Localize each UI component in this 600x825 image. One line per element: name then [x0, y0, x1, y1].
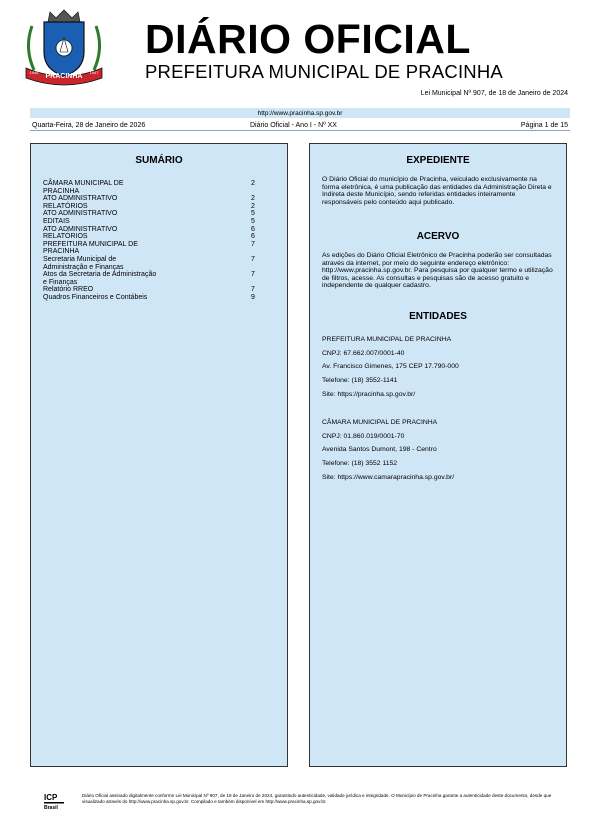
summary-item-page: 6 — [251, 225, 255, 233]
coat-of-arms-icon — [20, 8, 108, 88]
icp-brasil-logo-icon — [42, 792, 66, 812]
summary-item[interactable] — [43, 210, 261, 218]
summary-item[interactable] — [43, 271, 261, 286]
summary-item[interactable] — [43, 180, 261, 195]
summary-item-label: Relatório RREO — [43, 286, 94, 294]
footer-disclaimer: Diário Oficial assinado digitalmente conforme Lei Municipal Nº 907, de 18 de Janeiro de 2024, garantindo autenticidade, validade jurídica e integridade. O Município de Pracinha garante a autenticidade deste documento, desde que visualizado através do http://www.pracinha.sp.gov.br. Compilado e também disponível em http://www.pracinha.sp.gov.br. — [82, 793, 552, 804]
summary-item[interactable] — [43, 218, 261, 226]
summary-item-page: 5 — [251, 217, 255, 225]
page-number: Página 1 de 15 — [520, 122, 568, 129]
summary-item-label: Secretaria Municipal de Administração e Finanças — [43, 255, 124, 271]
expediente-text: O Diário Oficial do município de Pracinha, veiculado exclusivamente na forma eletrônica, é uma publicação das entidades da Administração Direta e Indireta deste Município, sendo referidas entidades inteiramente responsáveis pelo conteúdo aqui publicado. — [322, 176, 552, 206]
summary-item-page: 2 — [251, 195, 255, 203]
prefeitura-address: Av. Francisco Gimenes, 175 CEP 17.790-000 — [322, 363, 459, 370]
summary-item-label: RELATÓRIOS — [43, 233, 88, 241]
acervo-heading: ACERVO — [416, 231, 460, 242]
summary-panel — [30, 143, 288, 767]
summary-item-page: 7 — [251, 255, 255, 263]
summary-item-label: RELATÓRIOS — [43, 202, 88, 210]
camara-name: CÂMARA MUNICIPAL DE PRACINHA — [322, 419, 438, 426]
prefeitura-name: PREFEITURA MUNICIPAL DE PRACINHA — [322, 336, 452, 343]
summary-item[interactable] — [43, 233, 261, 241]
edition-label: Diário Oficial - Ano I - Nº XX — [250, 122, 337, 129]
prefeitura-site-link[interactable]: Site: https://pracinha.sp.gov.br/ — [322, 391, 416, 398]
summary-item-label: ATO ADMINISTRATIVO — [43, 225, 118, 233]
summary-item-label: ATO ADMINISTRATIVO — [43, 210, 118, 218]
info-panel — [309, 143, 567, 767]
summary-item-label: Quadros Financeiros e Contábeis — [43, 293, 148, 301]
summary-item-page: 6 — [251, 233, 255, 241]
summary-item-page: 2 — [251, 180, 255, 187]
summary-heading: SUMÁRIO — [135, 155, 183, 166]
svg-text:1948: 1948 — [29, 70, 39, 75]
summary-item-label: ATO ADMINISTRATIVO — [43, 195, 118, 203]
summary-item-label: EDITAIS — [43, 217, 70, 225]
summary-item[interactable] — [43, 286, 261, 294]
prefeitura-cnpj: CNPJ: 67.662.007/0001-40 — [322, 350, 405, 357]
site-url-link[interactable]: http://www.pracinha.sp.gov.br — [257, 110, 343, 117]
summary-item-page: 5 — [251, 210, 255, 218]
summary-item-page: 7 — [251, 271, 255, 279]
summary-item[interactable] — [43, 203, 261, 211]
summary-item[interactable] — [43, 195, 261, 203]
summary-item-label: PREFEITURA MUNICIPAL DE PRACINHA — [43, 240, 138, 256]
svg-text:ICP: ICP — [44, 793, 58, 802]
acervo-text: As edições do Diário Oficial Eletrônico de Pracinha poderão ser consultadas através da internet, por meio do seguinte endereço eletrônico: http://www.pracinha.sp.gov.br. Para pesquisa por qualquer termo e utilização de filtros, acesse. As consultas e pesquisas são de acesso gratuito e independente de qualquer cadastro. — [322, 252, 553, 290]
summary-list — [43, 180, 261, 302]
summary-item-label: CÂMARA MUNICIPAL DE PRACINHA — [43, 180, 124, 195]
page-title: DIÁRIO OFICIAL — [145, 16, 471, 62]
camara-phone: Telefone: (18) 3552 1152 — [322, 460, 398, 467]
summary-item-page: 9 — [251, 293, 255, 301]
entidades-heading: ENTIDADES — [409, 311, 467, 322]
publication-date: Quarta-Feira, 28 de Janeiro de 2026 — [32, 122, 146, 129]
page-subtitle: PREFEITURA MUNICIPAL DE PRACINHA — [145, 61, 503, 82]
summary-item[interactable] — [43, 294, 261, 302]
camara-address: Avenida Santos Dumont, 198 - Centro — [322, 446, 437, 453]
svg-text:Brasil: Brasil — [44, 805, 58, 811]
law-reference: Lei Municipal Nº 907, de 18 de Janeiro de 2024 — [420, 90, 568, 97]
summary-item[interactable] — [43, 256, 261, 271]
prefeitura-phone: Telefone: (18) 3552-1141 — [322, 377, 398, 384]
summary-item-page: 7 — [251, 240, 255, 248]
summary-item[interactable] — [43, 241, 261, 256]
summary-item-label: Atos da Secretaria de Administração e Finanças — [43, 271, 157, 286]
svg-text:1947: 1947 — [89, 70, 99, 75]
expediente-heading: EXPEDIENTE — [406, 155, 470, 166]
summary-item-page: 7 — [251, 286, 255, 294]
summary-item-page: 2 — [251, 202, 255, 210]
camara-cnpj: CNPJ: 01.860.019/0001-70 — [322, 433, 405, 440]
svg-text:PRACINHA: PRACINHA — [45, 73, 83, 80]
camara-site-link[interactable]: Site: https://www.camarapracinha.sp.gov.br/ — [322, 474, 455, 481]
